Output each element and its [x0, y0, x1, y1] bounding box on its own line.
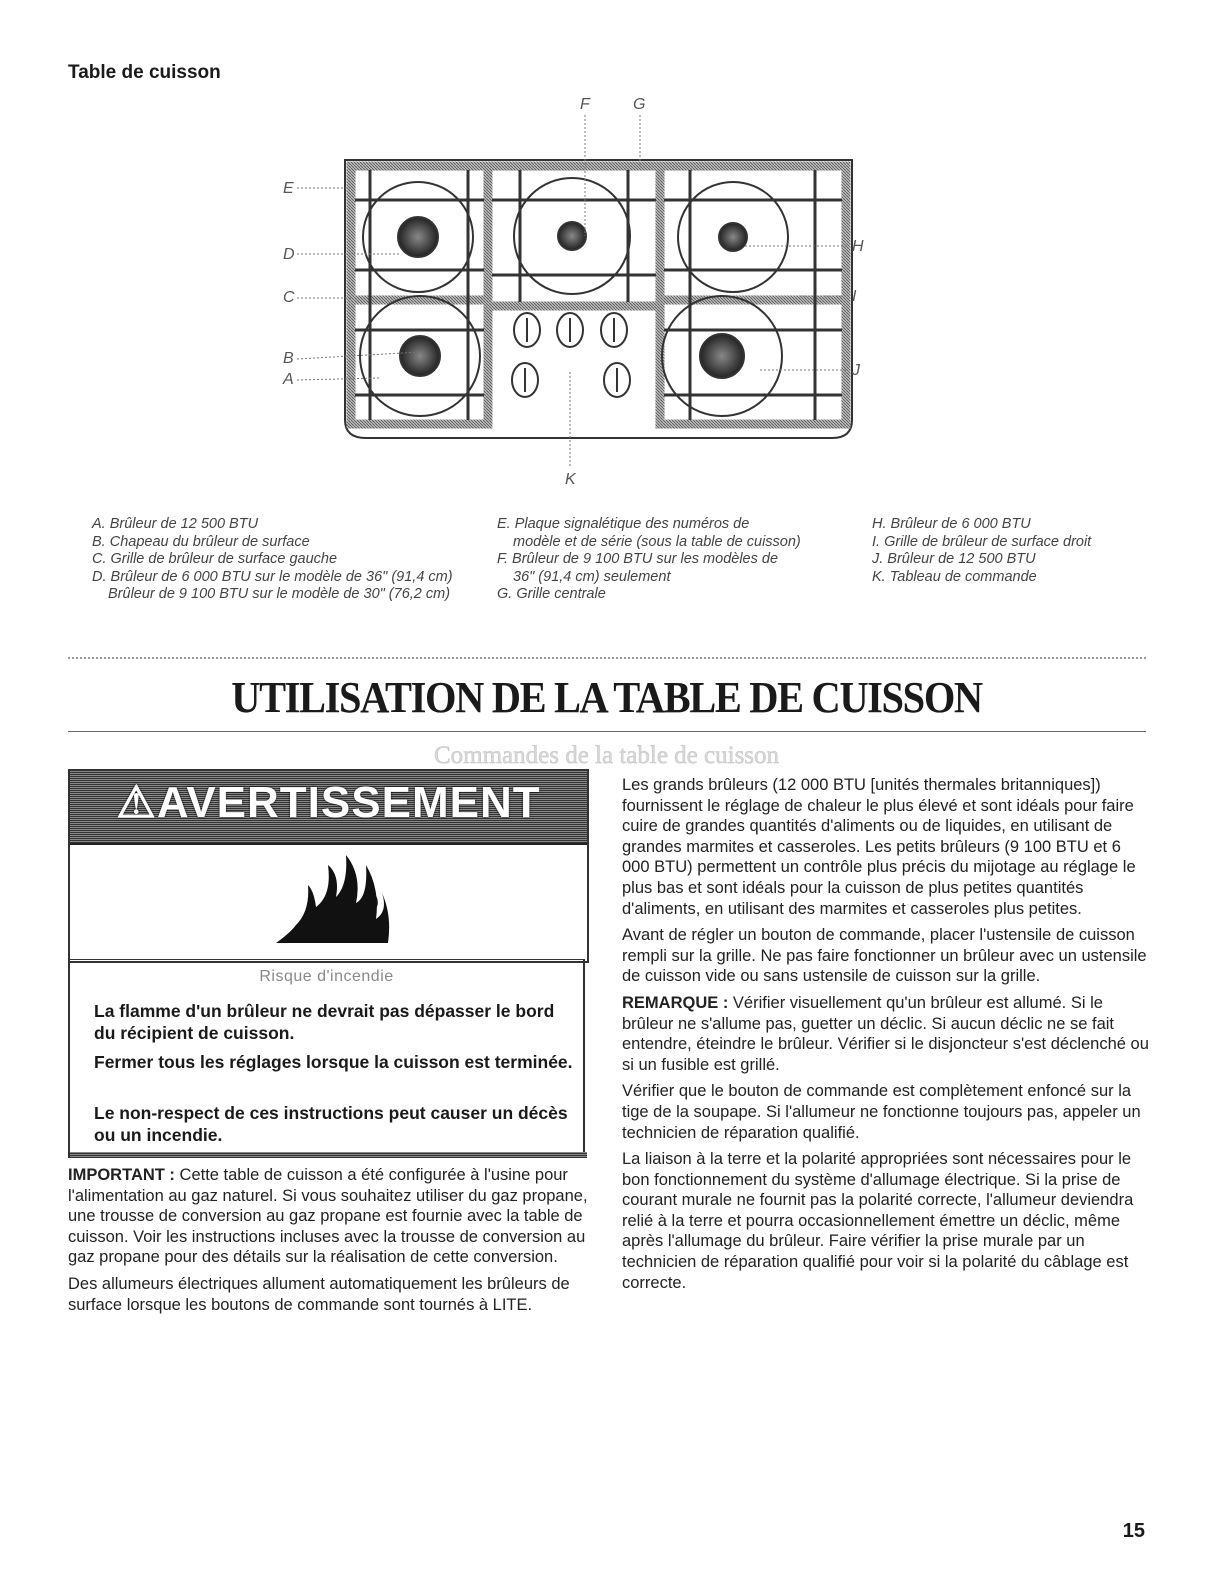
- section-title: Table de cuisson: [68, 62, 221, 83]
- legend-item: A. Brûleur de 12 500 BTU: [92, 516, 259, 532]
- warning-box: [68, 769, 589, 963]
- legend-item: B. Chapeau du brûleur de surface: [92, 533, 310, 550]
- important-paragraph: [68, 1165, 593, 1268]
- callout-H: H: [852, 238, 864, 255]
- page-number: 15: [1122, 1520, 1145, 1542]
- warning-label-text: AVERTISSEMENT: [156, 778, 541, 827]
- warning-triangle-icon: ⚠: [116, 778, 157, 827]
- igniter-paragraph: Des allumeurs électriques allument automatiquement les brûleurs de surface lorsque les boutons de commande sont tournés à LITE.: [68, 1274, 570, 1314]
- dotted-divider: [68, 657, 1146, 659]
- warning-body: [68, 959, 585, 1158]
- valve-paragraph: Vérifier que le bouton de commande est complètement enfoncé sur la tige de la soupape. Si l'allumeur ne fonctionne toujours pas, appeler un technicien de réparation qualifié.: [622, 1082, 1141, 1142]
- callout-D: D: [283, 246, 295, 263]
- legend-item: I. Grille de brûleur de surface droit: [872, 533, 1092, 550]
- warning-line-2: Fermer tous les réglages lorsque la cuisson est terminée.: [94, 1052, 573, 1072]
- legend-item: J. Brûleur de 12 500 BTU: [872, 551, 1036, 567]
- callout-K: K: [565, 471, 576, 488]
- heading-rule: [68, 731, 1146, 732]
- sub-heading: Commandes de la table de cuisson: [433, 742, 780, 769]
- burner-paragraph: Les grands brûleurs (12 000 BTU [unités thermales britanniques]) fournissent le réglage de chaleur le plus élevé et sont idéals pour faire cuire de grandes quantités d'aliments ou de liquides, en utilisant de grandes marmites et casseroles. Les petits brûleurs (9 100 BTU et 6 000 BTU) permettent un contrôle plus précis du mijotage au réglage le plus bas et sont idéals pour la cuisson de plus petites quantités d'aliments, en utilisant des marmites et casseroles plus petites.: [622, 776, 1136, 918]
- cooktop-diagram: [0, 0, 1213, 500]
- risk-title: Risque d'incendie: [259, 968, 394, 985]
- legend-col-1: [92, 516, 453, 604]
- fire-icon: [70, 845, 587, 957]
- warning-line-3: Le non-respect de ces instructions peut causer un décès ou un incendie.: [94, 1103, 568, 1145]
- warning-header: [70, 771, 587, 845]
- legend-item: 36" (91,4 cm) seulement: [513, 568, 671, 585]
- legend-item: C. Grille de brûleur de surface gauche: [92, 551, 338, 567]
- remarque-label: REMARQUE :: [622, 993, 729, 1012]
- left-column: [68, 1165, 593, 1321]
- warning-label: [70, 777, 587, 828]
- legend-col-3: [872, 516, 1091, 586]
- remarque-paragraph: [622, 993, 1152, 1075]
- legend-item: H. Brûleur de 6 000 BTU: [872, 516, 1031, 532]
- callout-B: B: [283, 350, 294, 367]
- legend-item: D. Brûleur de 6 000 BTU sur le modèle de 36" (91,4 cm): [92, 568, 453, 585]
- callout-E: E: [283, 180, 294, 197]
- legend-item: G. Grille centrale: [497, 586, 606, 602]
- remarque-text: Vérifier visuellement qu'un brûleur est allumé. Si le brûleur ne s'allume pas, guetter un déclic. Si aucun déclic ne se fait entendre, éteindre le brûleur. Vérifier si le disjoncteur s'est déclenché ou si un fusible est grillé.: [622, 993, 1149, 1074]
- legend-item: E. Plaque signalétique des numéros de: [497, 516, 750, 532]
- polarity-paragraph: La liaison à la terre et la polarité appropriées sont nécessaires pour le bon fonctionnement du système d'allumage électrique. Si la prise de courant murale ne fournit pas la polarité correcte, l'allumeur deviendra relié à la terre et pourra occasionnellement émettre un déclic, même après l'allumage du brûleur. Faire vérifier la prise murale par un technicien de réparation qualifié pour voir si la polarité du câblage est correcte.: [622, 1150, 1134, 1292]
- legend-col-2: [497, 516, 801, 604]
- important-text: Cette table de cuisson a été configurée à l'usine pour l'alimentation au gaz naturel. Si vous souhaitez utiliser du gaz propane, une trousse de conversion au gaz propane est fournie avec la table de cuisson. Voir les instructions incluses avec la trousse de conversion au gaz propane pour des détails sur la réalisation de cette conversion.: [68, 1166, 588, 1267]
- warning-line-1: La flamme d'un brûleur ne devrait pas dépasser le bord du récipient de cuisson.: [94, 1001, 555, 1043]
- legend-item: Brûleur de 9 100 BTU sur le modèle de 30" (76,2 cm): [108, 586, 451, 602]
- callout-A: A: [283, 371, 294, 388]
- callout-J: J: [852, 362, 860, 379]
- callout-I: I: [852, 288, 857, 305]
- important-label: IMPORTANT :: [68, 1166, 175, 1184]
- legend-item: modèle et de série (sous la table de cuisson): [513, 533, 801, 550]
- main-heading: UTILISATION DE LA TABLE DE CUISSON: [231, 673, 982, 722]
- callout-F: F: [580, 96, 590, 113]
- callout-G: G: [633, 96, 646, 113]
- callout-C: C: [283, 289, 295, 306]
- legend-item: F. Brûleur de 9 100 BTU sur les modèles de: [497, 551, 779, 567]
- legend-item: K. Tableau de commande: [872, 568, 1037, 585]
- utensil-paragraph: Avant de régler un bouton de commande, placer l'ustensile de cuisson rempli sur la grille. Ne pas faire fonctionner un brûleur avec un ustensile de cuisson vide ou sans ustensile de cuisson sur la grille.: [622, 926, 1147, 986]
- right-column: [622, 775, 1152, 1299]
